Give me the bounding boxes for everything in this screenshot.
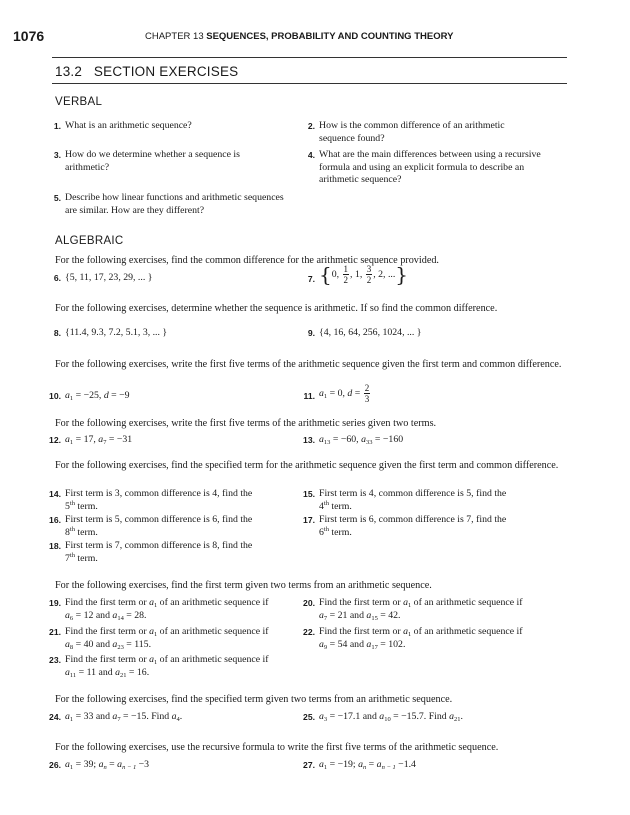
instructions-common-difference: For the following exercises, find the common difference for the arithmetic sequence provided. — [55, 255, 439, 266]
page-number: 1076 — [13, 28, 45, 44]
instructions-find-first-term: For the following exercises, find the first term given two terms from an arithmetic sequence. — [55, 580, 432, 591]
instructions-series-two-terms: For the following exercises, write the first five terms of the arithmetic series given two terms. — [55, 418, 437, 429]
section-rule-top — [52, 57, 567, 58]
fraction-two-thirds: $\frac{2}{3}$ — [364, 383, 370, 404]
instructions-is-arithmetic: For the following exercises, determine whether the sequence is arithmetic. If so find the common difference. — [55, 303, 498, 314]
instructions-specified-term: For the following exercises, find the specified term for the arithmetic sequence given the first term and common difference. — [55, 460, 559, 471]
verbal-heading: VERBAL — [55, 96, 103, 108]
algebraic-heading: ALGEBRAIC — [55, 235, 124, 247]
chapter-label: CHAPTER 13 — [145, 31, 204, 42]
instructions-first-five-terms: For the following exercises, write the first five terms of the arithmetic sequence given the first term and common difference. — [55, 359, 562, 370]
fraction-one-half: $\frac{1}{2}$ — [343, 264, 349, 285]
instructions-recursive-formula: For the following exercises, use the recursive formula to write the first five terms of the arithmetic sequence. — [55, 742, 499, 753]
section-rule-bottom — [52, 83, 567, 84]
section-title: 13.2 SECTION EXERCISES — [55, 64, 239, 79]
exercise-7: 7. {0, $\frac{1}{2}$ , 1, $\frac{3}{2}$ , 2, ...} — [307, 262, 409, 287]
chapter-title: SEQUENCES, PROBABILITY AND COUNTING THEORY — [206, 31, 454, 42]
fraction-three-halves: $\frac{3}{2}$ — [366, 264, 372, 285]
instructions-specified-term-two-terms: For the following exercises, find the specified term given two terms from an arithmetic sequence. — [55, 694, 453, 705]
exercise-11: 11. $a_1 = 0$, d = $\frac{2}{3}$ — [303, 383, 370, 404]
running-header — [145, 31, 453, 42]
